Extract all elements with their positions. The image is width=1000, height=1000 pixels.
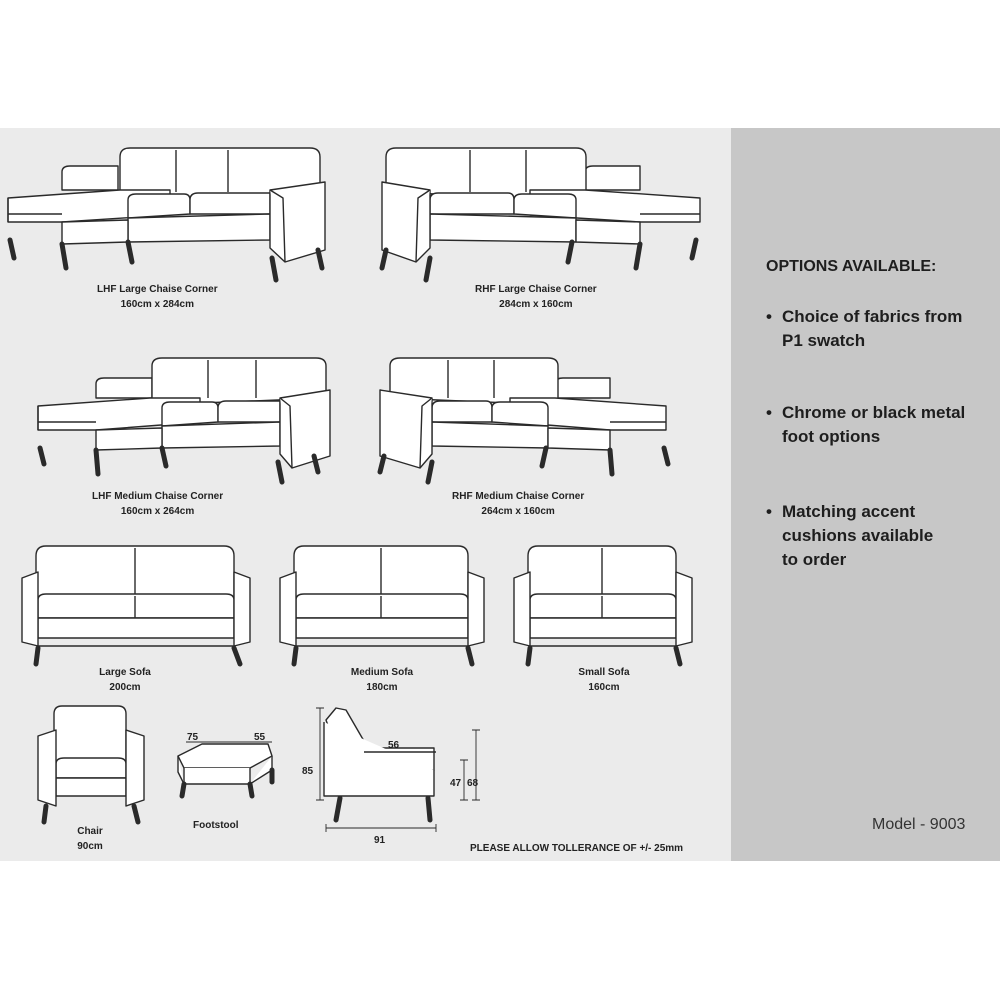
large-sofa-caption xyxy=(98,665,152,695)
product-size: 200cm xyxy=(109,682,141,693)
medium-sofa-caption xyxy=(344,665,420,695)
rhf-medium-chaise-drawing xyxy=(380,358,668,482)
product-size: 180cm xyxy=(366,682,398,693)
lhf-medium-caption xyxy=(92,489,223,519)
options-heading: OPTIONS AVAILABLE: xyxy=(766,258,937,275)
product-size: 160cm x 284cm xyxy=(120,299,194,310)
product-name: Small Sofa xyxy=(578,667,630,678)
arm-height-label: 68 xyxy=(467,778,479,789)
option-line: Matching accent xyxy=(782,502,916,521)
option-item xyxy=(766,305,962,353)
option-line: P1 swatch xyxy=(782,331,866,350)
depth-label: 91 xyxy=(374,835,386,846)
bullet: • xyxy=(766,307,772,326)
lhf-large-caption xyxy=(97,282,218,312)
lhf-medium-chaise-drawing xyxy=(38,358,330,482)
option-line: foot options xyxy=(782,427,881,446)
footstool-dim-b: 55 xyxy=(254,732,266,743)
bullet: • xyxy=(766,502,772,521)
footstool-dim-a: 75 xyxy=(187,732,199,743)
footstool-drawing xyxy=(178,744,272,796)
lhf-large-chaise-drawing xyxy=(8,148,325,280)
product-size: 264cm x 160cm xyxy=(481,506,555,517)
small-sofa-drawing xyxy=(514,546,692,664)
option-line: cushions available xyxy=(782,526,934,545)
option-item xyxy=(766,401,965,449)
product-name: Chair xyxy=(77,826,103,837)
option-item xyxy=(766,500,933,572)
rhf-medium-caption xyxy=(452,489,584,519)
option-line: Chrome or black metal xyxy=(782,403,966,422)
rhf-large-chaise-drawing xyxy=(382,148,700,280)
bullet: • xyxy=(766,403,772,422)
product-name: LHF Large Chaise Corner xyxy=(97,284,218,295)
product-size: 160cm xyxy=(588,682,620,693)
seat-depth-label: 56 xyxy=(388,740,400,751)
product-name: RHF Medium Chaise Corner xyxy=(452,491,585,502)
medium-sofa-drawing xyxy=(280,546,484,664)
product-name: LHF Medium Chaise Corner xyxy=(92,491,224,502)
model-number: Model - 9003 xyxy=(872,816,966,833)
product-size: 160cm x 264cm xyxy=(120,506,195,517)
rhf-large-caption xyxy=(475,282,597,312)
chair-caption xyxy=(68,824,112,854)
product-name: Footstool xyxy=(193,820,239,831)
footstool-caption xyxy=(193,818,239,833)
product-name: Medium Sofa xyxy=(350,667,414,678)
tolerance-note: PLEASE ALLOW TOLLERANCE OF +/- 25mm xyxy=(470,843,684,854)
product-size: 90cm xyxy=(77,841,103,852)
large-sofa-drawing xyxy=(22,546,250,664)
product-name: Large Sofa xyxy=(99,667,151,678)
chair-drawing xyxy=(38,706,144,822)
small-sofa-caption xyxy=(572,665,636,695)
seat-height-label: 47 xyxy=(450,778,462,789)
product-size: 284cm x 160cm xyxy=(499,299,573,310)
product-name: RHF Large Chaise Corner xyxy=(475,284,597,295)
option-line: to order xyxy=(782,550,847,569)
option-line: Choice of fabrics from xyxy=(782,307,963,326)
height-label: 85 xyxy=(302,766,314,777)
